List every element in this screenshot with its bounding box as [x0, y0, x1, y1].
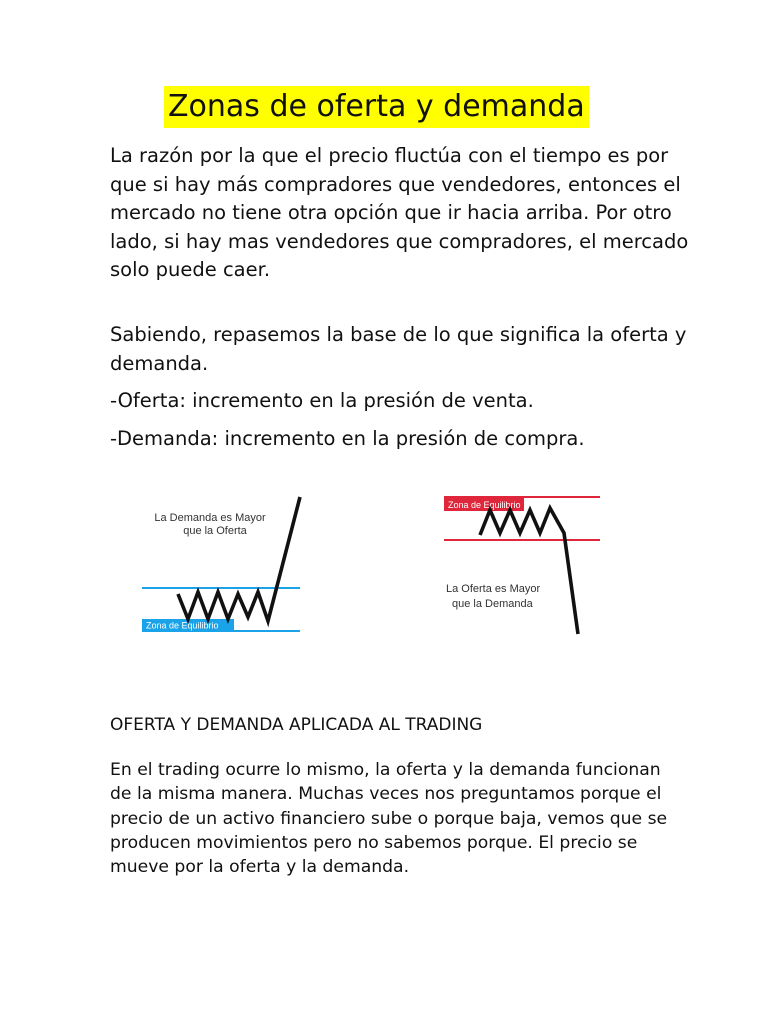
paragraph-supply-definition: -Oferta: incremento en la presión de venta.	[110, 389, 534, 412]
supply-caption-line2: que la Demanda	[452, 598, 533, 610]
supply-zone-label: Zona de Equilibrio	[448, 500, 521, 510]
supply-greater-diagram	[440, 493, 602, 638]
section-heading-trading: OFERTA Y DEMANDA APLICADA AL TRADING	[110, 715, 483, 735]
demand-caption-line2: que la Oferta	[183, 525, 247, 537]
paragraph-trading: En el trading ocurre lo mismo, la oferta y la demanda funcionan de la misma manera. Muchas veces nos preguntamos porque el precio de un activo financiero sube o porque baja, vemos que se producen movimientos pero no sabemos porque. El precio se mueve por la oferta y la demanda.	[110, 760, 668, 878]
paragraph-demand-definition: -Demanda: incremento en la presión de compra.	[110, 427, 585, 450]
demand-greater-diagram	[140, 493, 308, 638]
paragraph-review-basics: Sabiendo, repasemos la base de lo que significa la oferta y demanda.	[110, 323, 687, 375]
supply-caption-line1: La Oferta es Mayor	[446, 583, 541, 595]
demand-caption-line1: La Demanda es Mayor	[154, 512, 266, 524]
demand-zone-label: Zona de Equilibrio	[146, 620, 219, 631]
paragraph-price-fluctuation: La razón por la que el precio fluctúa con el tiempo es por que si hay más compradores que vendedores, entonces el mercado no tiene otra opción que ir hacia arriba. Por otro lado, si hay mas vendedores que compradores, el mercado solo puede caer.	[110, 144, 689, 281]
supply-price-line	[480, 508, 578, 634]
page-title: Zonas de oferta y demanda	[164, 86, 589, 128]
